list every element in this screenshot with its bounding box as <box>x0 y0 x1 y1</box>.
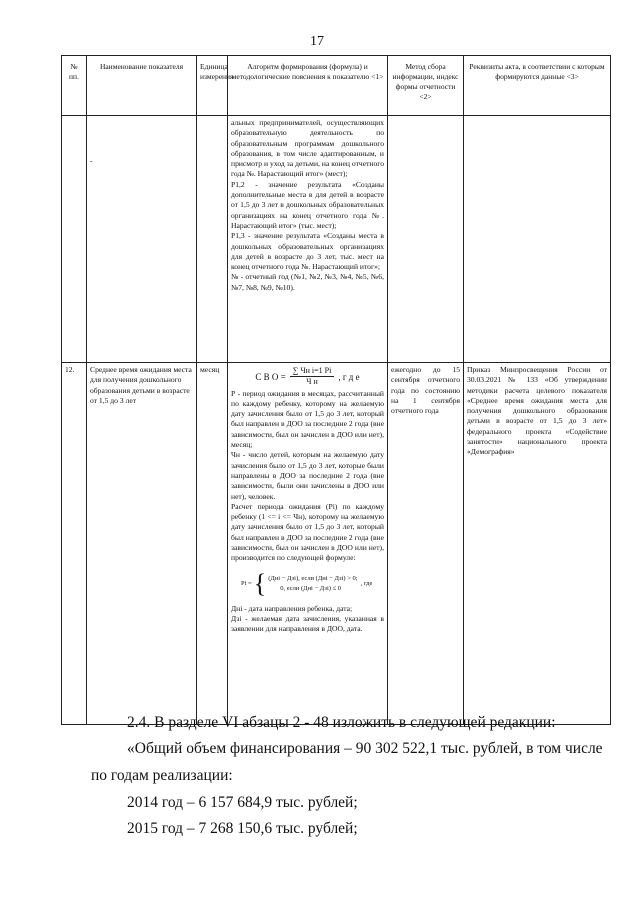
body-paragraph: 2015 год – 7 268 150,6 тыс. рублей; <box>127 820 358 837</box>
requisites-cell: Приказ Минпросвещения России от 30.03.2021 № 133 «Об утверждении методики расчета целевого показателя «Среднее время ожидания места для получения дошкольного образования детьми в возрасте от 1,5 до 3 лет» федерального проекта «Содействие занятости» национального проекта «Демография» <box>464 363 611 725</box>
algo-text: альных предпринимателей, осуществляющих образовательную деятельность по образовательным программам дошкольного образования, в том числе адаптированным, и присмотр и уход за детьми, на конец отчетного года №. Нарастающий итог» (мест); <box>231 118 384 179</box>
algo-text: № - отчетный год (№1, №2, №3, №4, №5, №6, №7, №8, №9, №10). <box>231 272 384 292</box>
header-num: № пп. <box>62 56 87 116</box>
body-paragraph: «Общий объем финансирования – 90 302 522,1 тыс. рублей, в том числе <box>127 740 603 757</box>
algo-text: Чн - число детей, которым на желаемую дату зачисления было от 1,5 до 3 лет, которые были направлены в ДОО за последние 2 года (вне зависимости, были они зачислены в ДОО или нет), человек. <box>231 450 384 501</box>
algo-text: Р - период ожидания в месяцах, рассчитанный по каждому ребенку, которому на желаемую дату зачисления было от 1,5 до 3 лет, который был направлен в ДОО за последние 2 года (вне зависимости, был он зачислен в ДОО или нет), месяц; <box>231 388 384 450</box>
avg-wait-formula: С В О = $\frac{\text{∑ Чн i=1 Pi}}{\text{Ч н}}$ , г д е <box>255 366 360 387</box>
algo-text: Дзі - желаемая дата зачисления, указанная в заявлении для направления в ДОО, дата. <box>231 613 384 634</box>
header-method: Метод сбора информации, индекс формы отчетности <2> <box>388 56 464 116</box>
header-unit: Единица измерения <box>197 56 228 116</box>
unit-cell: месяц <box>197 363 228 725</box>
body-paragraph: по годам реализации: <box>91 767 233 784</box>
piecewise-formula: Pi = { (Дні − Дзі), если (Дні − Дзі) > 0; 0, если (Дні − Дзі) ≤ 0 , где <box>241 568 373 598</box>
body-paragraph: 2.4. В разделе VI абзацы 2 - 48 изложить в следующей редакции: <box>127 714 556 731</box>
table-row-12 <box>62 363 611 725</box>
algo-text: Дні - дата направления ребенка, дата; <box>231 603 353 613</box>
indicators-table <box>61 55 611 725</box>
algorithm-cell <box>228 363 388 725</box>
row-number: 12. <box>62 363 87 725</box>
indicator-name: Среднее время ожидания места для получения дошкольного образования детьми в возрасте от 1,5 до 3 лет <box>87 363 197 725</box>
cont-algorithm-cell <box>228 116 388 363</box>
algo-text: P1,2 - значение результата «Созданы дополнительные места в для детей в возрасте от 1,5 до 3 лет в дошкольных образовательных организациях на конец отчетного года №. Нарастающий итог» (тыс. мест); <box>231 179 384 230</box>
table-row-continuation <box>62 116 611 363</box>
page-number: 17 <box>310 34 324 49</box>
algo-text: P1,3 - значение результата «Созданы места в дошкольных образовательных организациях для детей в возрасте до 3 лет, тыс. мест на конец отчетного года №. Нарастающий итог»; <box>231 231 384 272</box>
body-paragraph: 2014 год – 6 157 684,9 тыс. рублей; <box>127 794 358 811</box>
method-cell: ежегодно до 15 сентября отчетного года по состоянию на 1 сентября отчетного года <box>388 363 464 725</box>
table-header-row <box>62 56 611 116</box>
header-requisites: Реквизиты акта, в соответствии с которым формируются данные <3> <box>464 56 611 116</box>
algo-text: Расчет периода ожидания (Pi) по каждому ребенку (1 <= i <= Чн), которому на желаемую дату зачисления было от 1,5 до 3 лет, который был направлен в ДОО за последние 2 года (вне зависимости, был он зачислен в ДОО или нет), производится по следующей формуле: <box>231 501 384 563</box>
header-name: Наименование показателя <box>87 56 197 116</box>
stray-mark: - <box>90 156 93 165</box>
header-algorithm: Алгоритм формирования (формула) и методологические пояснения к показателю <1> <box>228 56 388 116</box>
